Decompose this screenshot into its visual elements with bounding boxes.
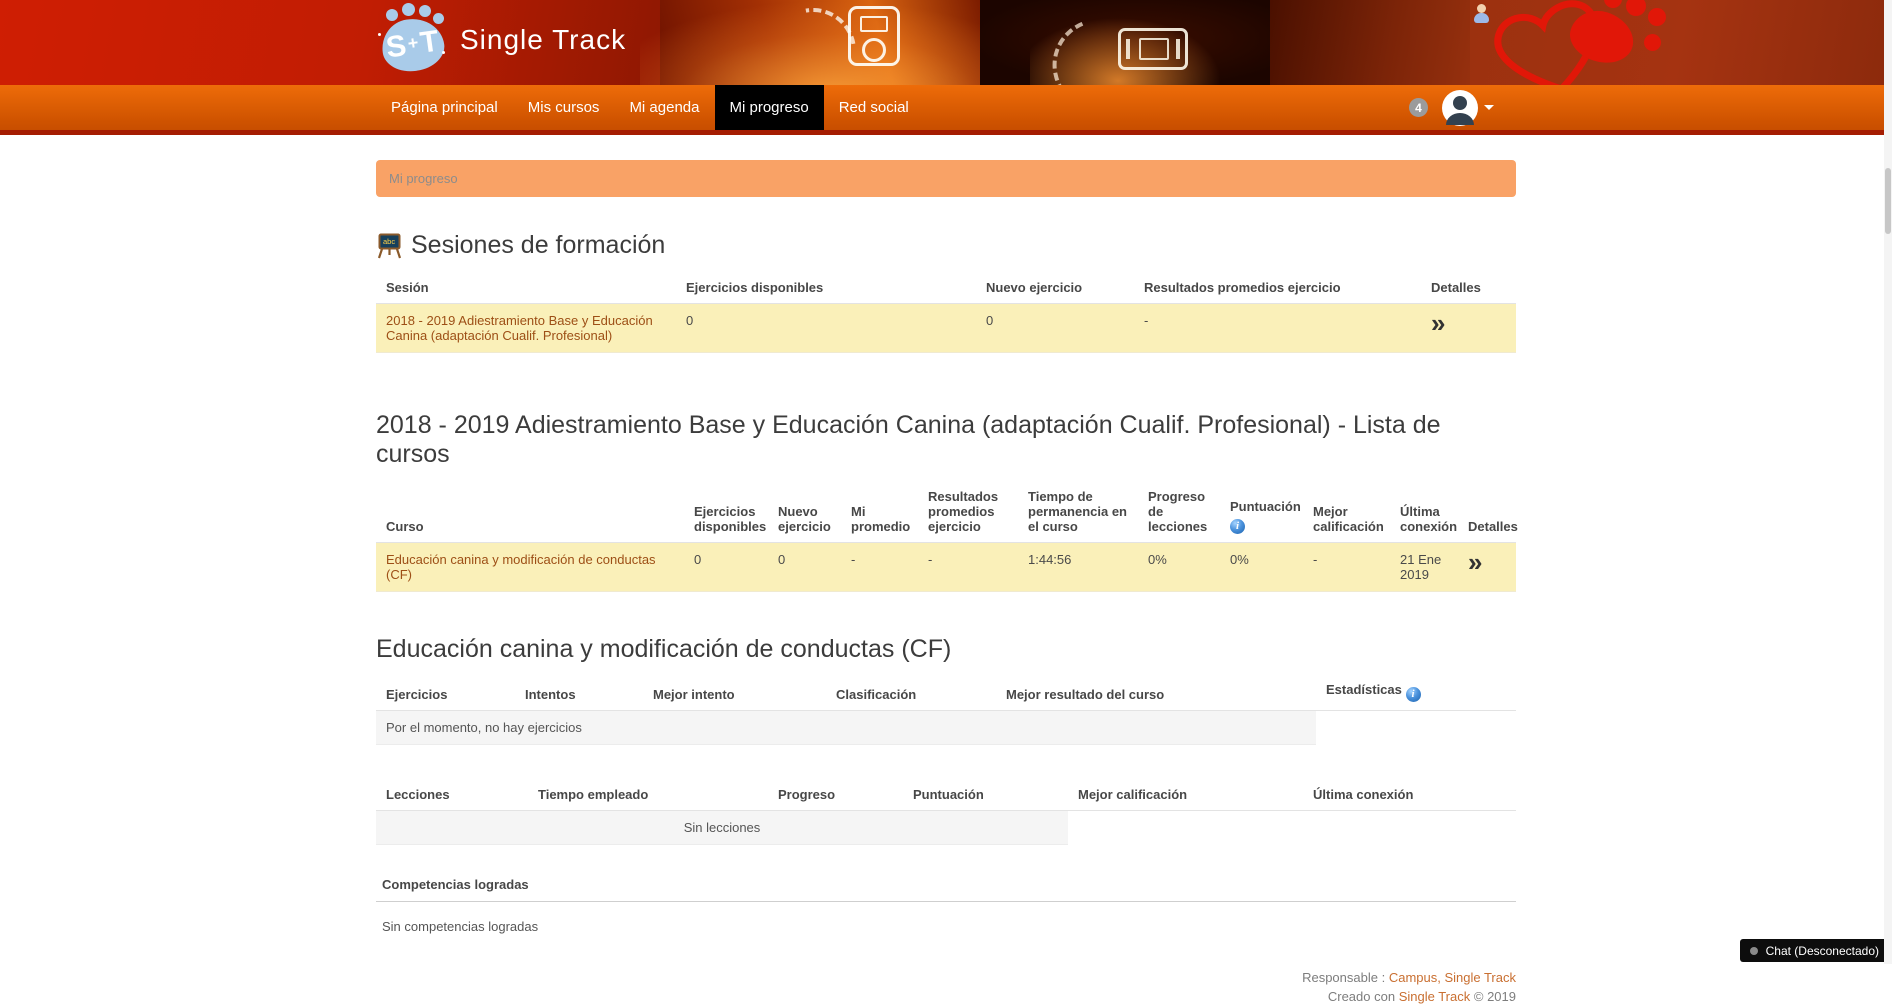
nav-item-mi-agenda[interactable]: Mi agenda — [629, 99, 700, 116]
course-score: 0% — [1220, 543, 1303, 592]
brand-name: Single Track — [460, 24, 627, 55]
session-available: 0 — [676, 304, 976, 353]
sessions-table — [376, 272, 1516, 353]
course-row — [376, 543, 1516, 592]
notification-badge[interactable]: 4 — [1409, 98, 1428, 117]
session-new-exercise: 0 — [976, 304, 1134, 353]
course-time: 1:44:56 — [1018, 543, 1138, 592]
training-board-icon — [376, 232, 403, 259]
lessons-empty-message: Sin lecciones — [376, 811, 1068, 845]
scrollbar — [1884, 0, 1892, 964]
logo-plus: + — [406, 31, 421, 54]
paw-heart-graphic — [1518, 0, 1698, 84]
col-tiempo-permanencia: Tiempo de permanencia en el curso — [1018, 481, 1138, 543]
exercises-empty-message: Por el momento, no hay ejercicios — [376, 711, 1316, 745]
col-detalles: Detalles — [1421, 272, 1516, 304]
courses-section-title: 2018 - 2019 Adiestramiento Base y Educación Canina (adaptación Cualif. Profesional) - Lista de cursos — [376, 411, 1441, 468]
nav-item-mi-progreso[interactable]: Mi progreso — [715, 85, 824, 130]
col-intentos: Intentos — [515, 674, 643, 711]
course-detail-title: Educación canina y modificación de conductas (CF) — [376, 635, 952, 663]
person-silhouette-icon — [1442, 90, 1478, 126]
col-puntuacion: Puntuación — [903, 779, 1068, 811]
col-sesion: Sesión — [376, 272, 676, 304]
page-footer — [376, 968, 1516, 1006]
logo-letter-t: T — [418, 24, 442, 60]
chevron-down-icon — [1484, 105, 1494, 110]
nav-items — [376, 85, 924, 130]
breadcrumb — [376, 160, 1516, 197]
info-icon[interactable]: i — [1230, 519, 1245, 534]
chat-button[interactable] — [1740, 939, 1889, 962]
col-nuevo-ejercicio: Nuevo ejercicio — [768, 481, 841, 543]
col-ejercicios-disponibles: Ejercicios disponibles — [684, 481, 768, 543]
main-content — [376, 160, 1516, 1006]
sessions-title-text: Sesiones de formación — [411, 231, 666, 259]
nav-item-mis-cursos[interactable]: Mis cursos — [527, 99, 600, 116]
col-nuevo-ejercicio: Nuevo ejercicio — [976, 272, 1134, 304]
col-puntuacion: Puntuación i — [1220, 481, 1303, 543]
paw-logo-icon — [376, 3, 450, 77]
lessons-empty-row — [376, 811, 1516, 845]
course-avg-results: - — [918, 543, 1018, 592]
col-tiempo-empleado: Tiempo empleado — [528, 779, 768, 811]
col-curso: Curso — [376, 481, 684, 543]
course-new-exercise: 0 — [768, 543, 841, 592]
avatar — [1442, 90, 1478, 126]
exercises-table — [376, 674, 1516, 745]
col-mejor-intento: Mejor intento — [643, 674, 826, 711]
session-row — [376, 304, 1516, 353]
col-estadisticas: Estadísticas i — [1316, 674, 1516, 711]
created-suffix: © 2019 — [1473, 989, 1516, 1004]
session-link[interactable]: 2018 - 2019 Adiestramiento Base y Educación Canina (adaptación Cualif. Profesional) — [386, 313, 653, 343]
col-mejor-calificacion: Mejor calificación — [1303, 481, 1390, 543]
col-ultima-conexion: Última conexión — [1303, 779, 1516, 811]
session-details-button[interactable]: » — [1431, 308, 1446, 338]
user-avatar-menu[interactable] — [1442, 90, 1494, 126]
chat-label: Chat (Desconectado) — [1765, 943, 1879, 958]
col-ejercicios-disponibles: Ejercicios disponibles — [676, 272, 976, 304]
paw-toe — [1626, 0, 1646, 16]
course-available: 0 — [684, 543, 768, 592]
col-progreso-lecciones: Progreso de lecciones — [1138, 481, 1220, 543]
site-header — [0, 0, 1892, 85]
sessions-section-title — [376, 231, 1516, 260]
col-progreso: Progreso — [768, 779, 903, 811]
logo-letter-s: S — [383, 28, 410, 65]
col-resultados-promedios: Resultados promedios ejercicio — [1134, 272, 1421, 304]
lessons-table — [376, 779, 1516, 845]
scrollbar-thumb[interactable] — [1885, 168, 1891, 234]
chat-status-dot — [1750, 947, 1758, 955]
col-ejercicios: Ejercicios — [376, 674, 515, 711]
nav-item-red-social[interactable]: Red social — [838, 99, 909, 116]
exercises-empty-row — [376, 711, 1516, 745]
breadcrumb-label: Mi progreso — [389, 171, 458, 186]
col-lecciones: Lecciones — [376, 779, 528, 811]
main-nav — [0, 85, 1892, 135]
col-clasificacion: Clasificación — [826, 674, 996, 711]
created-prefix: Creado con — [1327, 989, 1396, 1004]
course-my-avg: - — [841, 543, 918, 592]
course-details-button[interactable]: » — [1468, 547, 1483, 577]
svg-text:abc: abc — [383, 237, 396, 246]
course-last-connection: 21 Ene 2019 — [1390, 543, 1458, 592]
nav-item-pagina-principal[interactable]: Página principal — [391, 99, 498, 116]
col-detalles: Detalles — [1458, 481, 1516, 543]
paw-toe — [1648, 8, 1666, 26]
session-avg-results: - — [1134, 304, 1421, 353]
responsible-label: Responsable : — [1302, 970, 1386, 985]
col-mejor-calificacion: Mejor calificación — [1068, 779, 1303, 811]
courses-table — [376, 481, 1516, 592]
col-resultados-promedios: Resultados promedios ejercicio — [918, 481, 1018, 543]
col-mejor-resultado: Mejor resultado del curso — [996, 674, 1316, 711]
info-icon[interactable]: i — [1406, 687, 1421, 702]
site-logo[interactable] — [376, 3, 626, 77]
col-mi-promedio: Mi promedio — [841, 481, 918, 543]
course-lesson-progress: 0% — [1138, 543, 1220, 592]
course-link[interactable]: Educación canina y modificación de conductas (CF) — [386, 552, 656, 582]
competencies-empty-message: Sin competencias logradas — [382, 919, 539, 934]
competencies-title: Competencias logradas — [376, 877, 1516, 902]
col-ultima-conexion: Última conexión — [1390, 481, 1458, 543]
created-link[interactable]: Single Track — [1398, 989, 1471, 1004]
responsible-link[interactable]: Campus, Single Track — [1388, 970, 1516, 985]
paw-toe — [1644, 34, 1661, 51]
course-best-grade: - — [1303, 543, 1390, 592]
